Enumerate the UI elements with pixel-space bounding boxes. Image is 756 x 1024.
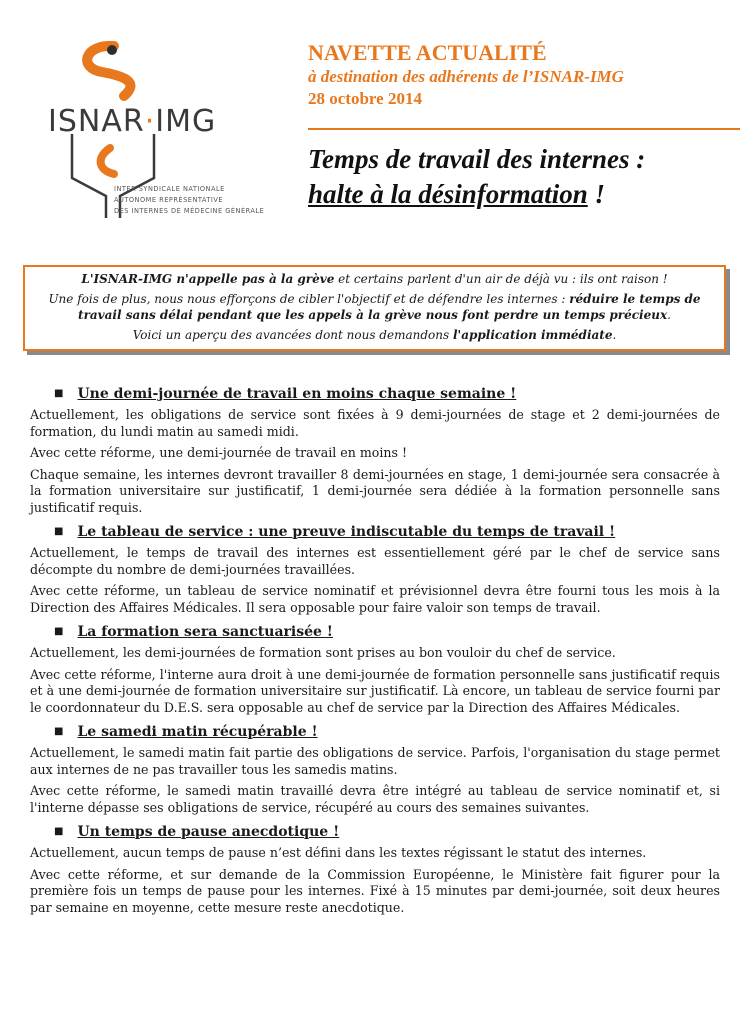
intro-line-2: Une fois de plus, nous nous efforçons de cibler l'objectif et de défendre les internes : réduire le temps de travail sans délai pendant que les appels à la grève nous font perdre un temps précieux. — [48, 292, 701, 322]
section-heading: ■ La formation sera sanctuarisée ! — [54, 624, 333, 640]
newsletter-title: NAVETTE ACTUALITÉ — [308, 40, 547, 65]
intro-line-3: Voici un aperçu des avancées dont nous demandons l'application immédiate. — [132, 328, 617, 342]
square-bullet-icon: ■ — [54, 526, 64, 537]
intro-line-1: L'ISNAR-IMG n'appelle pas à la grève et certains parlent d'un air de déjà vu : ils ont raison ! — [81, 272, 668, 286]
section-paragraph: Avec cette réforme, un tableau de service nominatif et prévisionnel devra être fourni tous les mois à la Direction des Affaires Médicales. Il sera opposable pour faire valoir son temps de travail. — [30, 583, 720, 615]
newsletter-date: 28 octobre 2014 — [308, 89, 422, 108]
section-paragraph: Actuellement, le temps de travail des internes est essentiellement géré par le chef de service sans décompte du nombre de demi-journées travaillées. — [30, 545, 720, 577]
section-paragraph: Avec cette réforme, l'interne aura droit à une demi-journée de formation personnelle sans justificatif requis et à une demi-journée de formation universitaire sur justificatif. Là encore, un tableau de service fourni par le coordonnateur du D.E.S. sera opposable au chef de service par la Direction des Affaires Médicales. — [30, 666, 720, 715]
section-break-time — [30, 822, 720, 916]
newsletter-header — [308, 40, 738, 110]
square-bullet-icon: ■ — [54, 826, 64, 837]
section-paragraph: Chaque semaine, les internes devront travailler 8 demi-journées en stage, 1 demi-journée sera consacrée à la formation universitaire sur justificatif, 1 demi-journée sera dédiée à la formation personnelle sans justificatif requis. — [30, 466, 720, 515]
square-bullet-icon: ■ — [54, 626, 64, 637]
header-divider — [308, 128, 740, 130]
section-paragraph: Actuellement, les obligations de service sont fixées à 9 demi-journées de stage et 2 demi-journées de formation, du lundi matin au samedi midi. — [30, 407, 720, 439]
section-service-table — [30, 522, 720, 616]
page-title: Temps de travail des internes : halte à la désinformation ! — [308, 144, 646, 209]
section-heading: ■ Le samedi matin récupérable ! — [54, 724, 318, 740]
section-paragraph: Actuellement, aucun temps de pause n’est défini dans les textes régissant le statut des internes. — [30, 845, 647, 860]
section-paragraph: Actuellement, le samedi matin fait partie des obligations de service. Parfois, l'organisation du stage permet aux internes de ne pas travailler tous les samedis matins. — [30, 745, 720, 777]
section-saturday — [30, 722, 720, 816]
section-heading: ■ Le tableau de service : une preuve indiscutable du temps de travail ! — [54, 524, 616, 540]
section-training — [30, 622, 720, 716]
article-body — [30, 384, 720, 922]
section-paragraph: Avec cette réforme, et sur demande de la Commission Européenne, le Ministère fait figurer pour la première fois un temps de pause pour les internes. Fixé à 15 minutes par demi-journée, soit deux heures par semaine en moyenne, cette mesure reste anecdotique. — [30, 866, 720, 915]
section-paragraph: Avec cette réforme, une demi-journée de travail en moins ! — [30, 445, 408, 460]
section-paragraph: Avec cette réforme, le samedi matin travaillé devra être intégré au tableau de service nominatif et, si l'interne dépasse ses obligations de service, récupéré au cours des semaines suivantes. — [30, 783, 720, 815]
section-heading: ■ Une demi-journée de travail en moins chaque semaine ! — [54, 386, 517, 402]
isnar-img-logo — [44, 38, 284, 218]
square-bullet-icon: ■ — [54, 388, 64, 399]
section-half-day — [30, 384, 720, 516]
section-heading: ■ Un temps de pause anecdotique ! — [54, 824, 340, 840]
newsletter-audience: à destination des adhérents de l’ISNAR-IMG — [308, 67, 624, 86]
section-paragraph: Actuellement, les demi-journées de formation sont prises au bon vouloir du chef de service. — [30, 645, 616, 660]
intro-callout — [23, 265, 726, 351]
logo-tagline: INTER SYNDICALE NATIONALE AUTONOME REPRÉSENTATIVE DES INTERNES DE MÉDECINE GÉNÉRALE — [114, 185, 265, 215]
logo-wordmark: ISNAR·IMG — [48, 104, 217, 139]
square-bullet-icon: ■ — [54, 726, 64, 737]
